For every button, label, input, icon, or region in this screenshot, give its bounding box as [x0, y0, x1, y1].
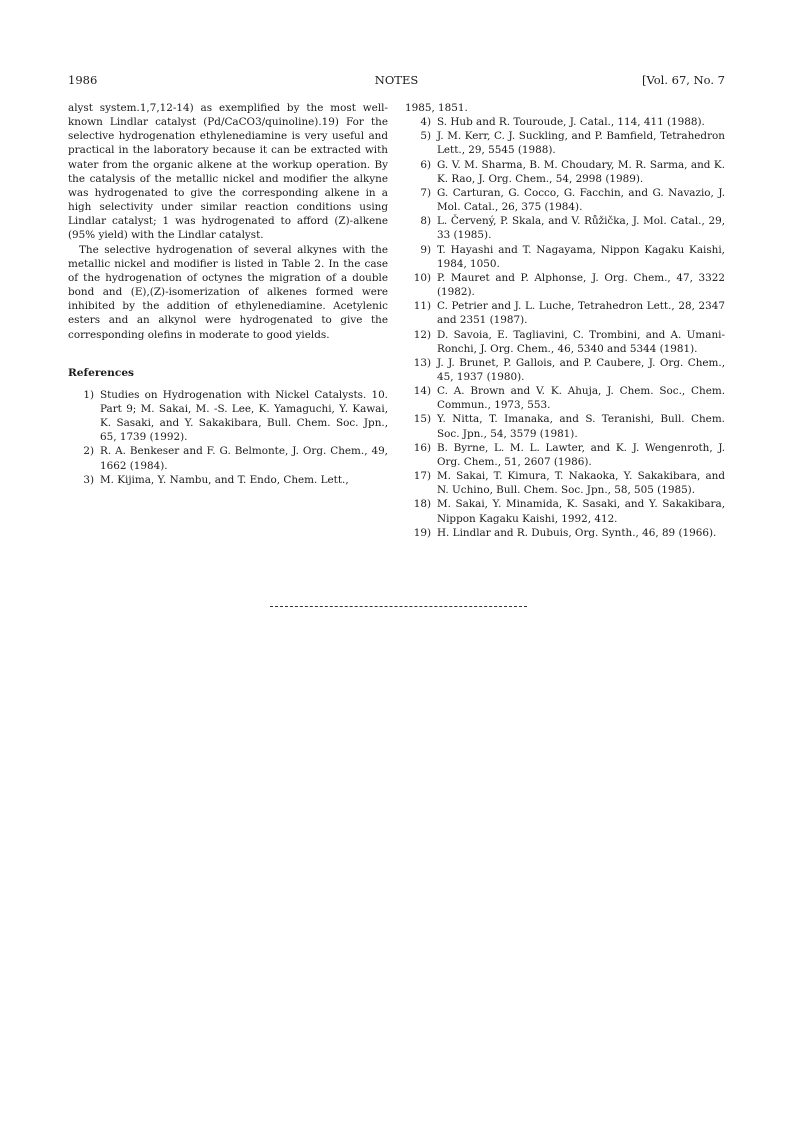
reference-text: P. Mauret and P. Alphonse, J. Org. Chem., 47, 3322 (1982). [437, 271, 725, 299]
reference-text: J. J. Brunet, P. Gallois, and P. Caubere, J. Org. Chem., 45, 1937 (1980). [437, 356, 725, 383]
reference-text: C. Petrier and J. L. Luche, Tetrahedron Lett., 28, 2347 and 2351 (1987). [437, 300, 725, 327]
reference-number: 13) [413, 356, 431, 369]
running-header-section: NOTES [374, 73, 419, 87]
left-column [68, 101, 388, 487]
body-paragraph: The selective hydrogenation of several alkynes with the metallic nickel and modifier is listed in Table 2. In the case of the hydrogenation of octynes the migration of a double bond and (E),(Z)-isomerization of alkenes formed were inhibited by the addition of ethylenediamine. Acetylenic esters and an alkynol were hydrogenated to give the corresponding olefins in moderate to good yields. [68, 243, 388, 341]
reference-item [405, 356, 725, 384]
reference-number: 10) [413, 271, 431, 284]
reference-text: L. Červený, P. Skala, and V. Růžička, J. Mol. Catal., 29, 33 (1985). [437, 215, 725, 242]
reference-item [68, 473, 388, 487]
reference-number: 19) [413, 526, 431, 539]
reference-text: Y. Nitta, T. Imanaka, and S. Teranishi, Bull. Chem. Soc. Jpn., 54, 3579 (1981). [437, 413, 725, 440]
reference-item [405, 412, 725, 440]
reference-item [405, 271, 725, 299]
reference-number: 6) [420, 158, 431, 171]
references-heading: References [68, 366, 135, 379]
reference-text: M. Kijima, Y. Nambu, and T. Endo, Chem. Lett., [100, 473, 349, 486]
reference-text: R. A. Benkeser and F. G. Belmonte, J. Org. Chem., 49, 1662 (1984). [100, 445, 388, 472]
reference-list [405, 115, 725, 540]
reference-text: S. Hub and R. Touroude, J. Catal., 114, 411 (1988). [437, 116, 705, 129]
reference-item [405, 328, 725, 356]
reference-text: D. Savoia, E. Tagliavini, C. Trombini, and A. Umani-Ronchi, J. Org. Chem., 46, 5340 and 5344 (1981). [437, 328, 725, 355]
reference-item [405, 158, 725, 186]
running-header-volume: [Vol. 67, No. 7 [641, 73, 725, 87]
right-column [405, 101, 725, 540]
reference-number: 1) [83, 388, 94, 401]
reference-text: B. Byrne, L. M. L. Lawter, and K. J. Wengenroth, J. Org. Chem., 51, 2607 (1986). [437, 441, 725, 468]
reference-text: M. Sakai, T. Kimura, T. Nakaoka, Y. Sakakibara, and N. Uchino, Bull. Chem. Soc. Jpn., 58, 505 (1985). [437, 470, 725, 497]
reference-number: 7) [420, 186, 431, 199]
reference-number: 11) [413, 300, 431, 313]
reference-item [405, 299, 725, 327]
reference-item [405, 441, 725, 469]
reference-continuation [405, 101, 725, 115]
reference-number: 8) [420, 215, 431, 228]
reference-text: G. Carturan, G. Cocco, G. Facchin, and G. Navazio, J. Mol. Catal., 26, 375 (1984). [437, 186, 725, 214]
reference-item [68, 444, 388, 472]
reference-number: 12) [413, 328, 431, 341]
reference-text: Studies on Hydrogenation with Nickel Catalysts. 10. Part 9; M. Sakai, M. -S. Lee, K. Yamaguchi, Y. Kawai, K. Sasaki, and Y. Sakakibara, Bull. Chem. Soc. Jpn., 65, 1739 (1992). [100, 388, 388, 444]
reference-item [405, 214, 725, 242]
reference-number: 5) [420, 130, 431, 143]
reference-number: 18) [413, 498, 431, 511]
reference-item [405, 243, 725, 271]
reference-item [405, 384, 725, 412]
reference-number: 9) [420, 243, 431, 256]
reference-text: J. M. Kerr, C. J. Suckling, and P. Bamfield, Tetrahedron Lett., 29, 5545 (1988). [437, 130, 725, 157]
reference-text: M. Sakai, Y. Minamida, K. Sasaki, and Y. Sakakibara, Nippon Kagaku Kaishi, 1992, 412. [437, 498, 725, 525]
end-of-article-rule [270, 606, 527, 607]
reference-number: 4) [420, 116, 431, 129]
reference-item [405, 115, 725, 129]
reference-number: 14) [413, 385, 431, 398]
reference-item [405, 129, 725, 157]
reference-number: 2) [83, 445, 94, 458]
reference-number: 16) [413, 441, 431, 454]
reference-item [68, 388, 388, 445]
reference-number: 3) [83, 473, 94, 486]
reference-text: T. Hayashi and T. Nagayama, Nippon Kagaku Kaishi, 1984, 1050. [437, 243, 725, 270]
reference-item [405, 469, 725, 497]
reference-number: 15) [413, 413, 431, 426]
reference-text: 1985, 1851. [405, 102, 468, 114]
reference-number: 17) [413, 470, 431, 483]
reference-text: C. A. Brown and V. K. Ahuja, J. Chem. Soc., Chem. Commun., 1973, 553. [437, 385, 725, 412]
reference-text: H. Lindlar and R. Dubuis, Org. Synth., 46, 89 (1966). [437, 526, 717, 539]
reference-text: G. V. M. Sharma, B. M. Choudary, M. R. Sarma, and K. K. Rao, J. Org. Chem., 54, 2998 (1989). [437, 158, 725, 185]
body-paragraph: alyst system.1,7,12-14) as exemplified by the most well-known Lindlar catalyst (Pd/CaCO3/quinoline).19) For the selective hydrogenation ethylenediamine is very useful and practical in the laboratory because it can be extracted with water from the organic alkene at the workup operation. By the catalysis of the metallic nickel and modifier the alkyne was hydrogenated to give the corresponding alkene in a high selectivity under similar reaction conditions using Lindlar catalyst; 1 was hydrogenated to afford (Z)-alkene (95% yield) with the Lindlar catalyst. [68, 102, 388, 242]
reference-item [405, 526, 725, 540]
reference-item [405, 186, 725, 214]
page-number: 1986 [68, 73, 98, 87]
reference-item [405, 497, 725, 525]
